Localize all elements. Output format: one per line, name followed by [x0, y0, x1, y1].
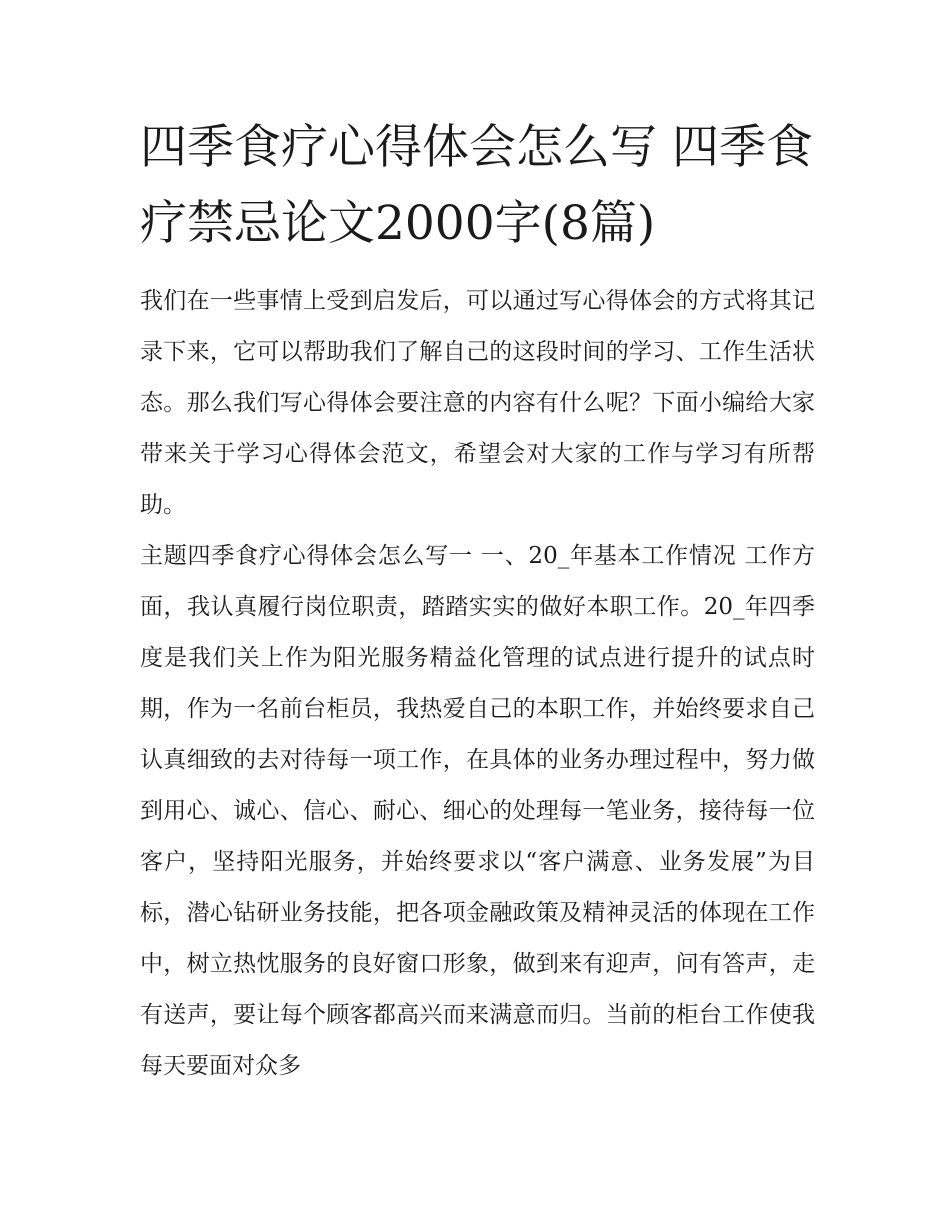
document-body	[140, 276, 815, 1092]
document-title: 四季食疗心得体会怎么写 四季食疗禁忌论文2000字(8篇)	[140, 120, 813, 251]
paragraph-intro: 我们在一些事情上受到启发后，可以通过写心得体会的方式将其记录下来，它可以帮助我们了解自己的这段时间的学习、工作生活状态。那么我们写心得体会要注意的内容有什么呢？下面小编给大家带来关于学习心得体会范文，希望会对大家的工作与学习有所帮助。	[140, 288, 815, 518]
document-page	[140, 110, 815, 1092]
paragraph-main: 主题四季食疗心得体会怎么写一 一、20_年基本工作情况 工作方面，我认真履行岗位职责，踏踏实实的做好本职工作。20_年四季度是我们关上作为阳光服务精益化管理的试点进行提升的试点时期，作为一名前台柜员，我热爱自己的本职工作，并始终要求自己认真细致的去对待每一项工作，在具体的业务办理过程中，努力做到用心、诚心、信心、耐心、细心的处理每一笔业务，接待每一位客户，坚持阳光服务，并始终要求以“客户满意、业务发展”为目标，潜心钻研业务技能，把各项金融政策及精神灵活的体现在工作中，树立热忱服务的良好窗口形象，做到来有迎声，问有答声，走有送声，要让每个顾客都高兴而来满意而归。当前的柜台工作使我每天要面对众多	[140, 543, 815, 1079]
